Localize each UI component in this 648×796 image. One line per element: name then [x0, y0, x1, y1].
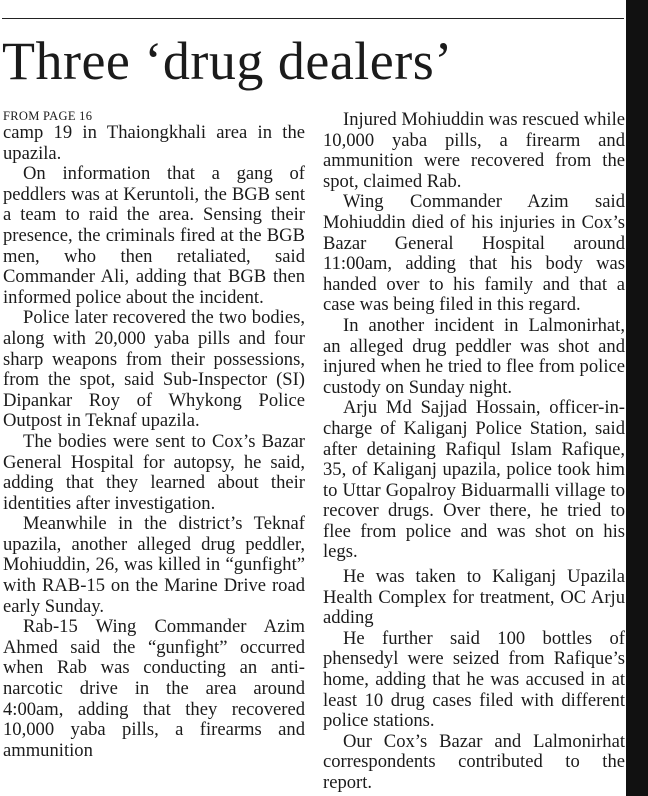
paragraph: Injured Mohiuddin was rescued while 10,000 yaba pills, a firearm and ammunition were recovered from the spot, claimed Rab. — [323, 109, 625, 192]
paragraph: Rab-15 Wing Commander Azim Ahmed said the “gunfight” occurred when Rab was conducting an anti-narcotic drive in the area around 4:00am, adding that they recovered 10,000 yaba pills, a firearms and ammunition — [3, 616, 305, 761]
paragraph: He further said 100 bottles of phensedyl were seized from Rafique’s home, adding that he was accused in at least 10 drug cases filed with different police stations. — [323, 627, 625, 732]
paragraph: Police later recovered the two bodies, along with 20,000 yaba pills and four sharp weapons from their possessions, from the spot, said Sub-Inspector (SI) Dipankar Roy of Whykong Police Outpost in Teknaf upazila. — [3, 307, 305, 432]
paragraph: Meanwhile in the district’s Teknaf upazila, another alleged drug peddler, Mohiuddin, 26, was killed in “gunfight” with RAB-15 on the Marine Drive road early Sunday. — [3, 513, 305, 617]
paragraph: Wing Commander Azim said Mohiuddin died of his injuries in Cox’s Bazar General Hospital around 11:00am, adding that his body was handed over to his family and that a case was being filed in this regard. — [323, 191, 625, 316]
paragraph: Arju Md Sajjad Hossain, officer-in-charge of Kaliganj Police Station, said after detaining Rafiqul Islam Rafique, 35, of Kaliganj upazila, police took him to Uttar Gopalroy Biduarmalli village to recover drugs. Over there, he tried to flee from police and was shot on his legs. — [323, 397, 625, 563]
paragraph: camp 19 in Thaiongkhali area in the upazila. — [3, 122, 305, 164]
paragraph: In another incident in Lalmonirhat, an alleged drug peddler was shot and injured when he tried to flee from police custody on Sunday night. — [323, 314, 625, 398]
paragraph: On information that a gang of peddlers was at Keruntoli, the BGB sent a team to raid the area. Sensing their presence, the criminals fired at the BGB men, who then retaliated, said Commander Ali, adding that BGB then informed police about the incident. — [3, 163, 305, 308]
headline: Three ‘drug dealers’ — [2, 31, 453, 91]
page-edge-bar — [626, 0, 648, 796]
paragraph: Our Cox’s Bazar and Lalmonirhat correspondents contributed to the report. — [323, 730, 625, 793]
top-rule — [2, 18, 624, 19]
paragraph: He was taken to Kaliganj Upazila Health Complex for treatment, OC Arju adding — [323, 566, 625, 629]
paragraph: The bodies were sent to Cox’s Bazar General Hospital for autopsy, he said, adding that they learned about their identities after investigation. — [3, 430, 305, 514]
jump-line: FROM PAGE 16 — [3, 109, 93, 123]
article-column-right — [323, 110, 625, 794]
article-column-left — [3, 108, 305, 761]
